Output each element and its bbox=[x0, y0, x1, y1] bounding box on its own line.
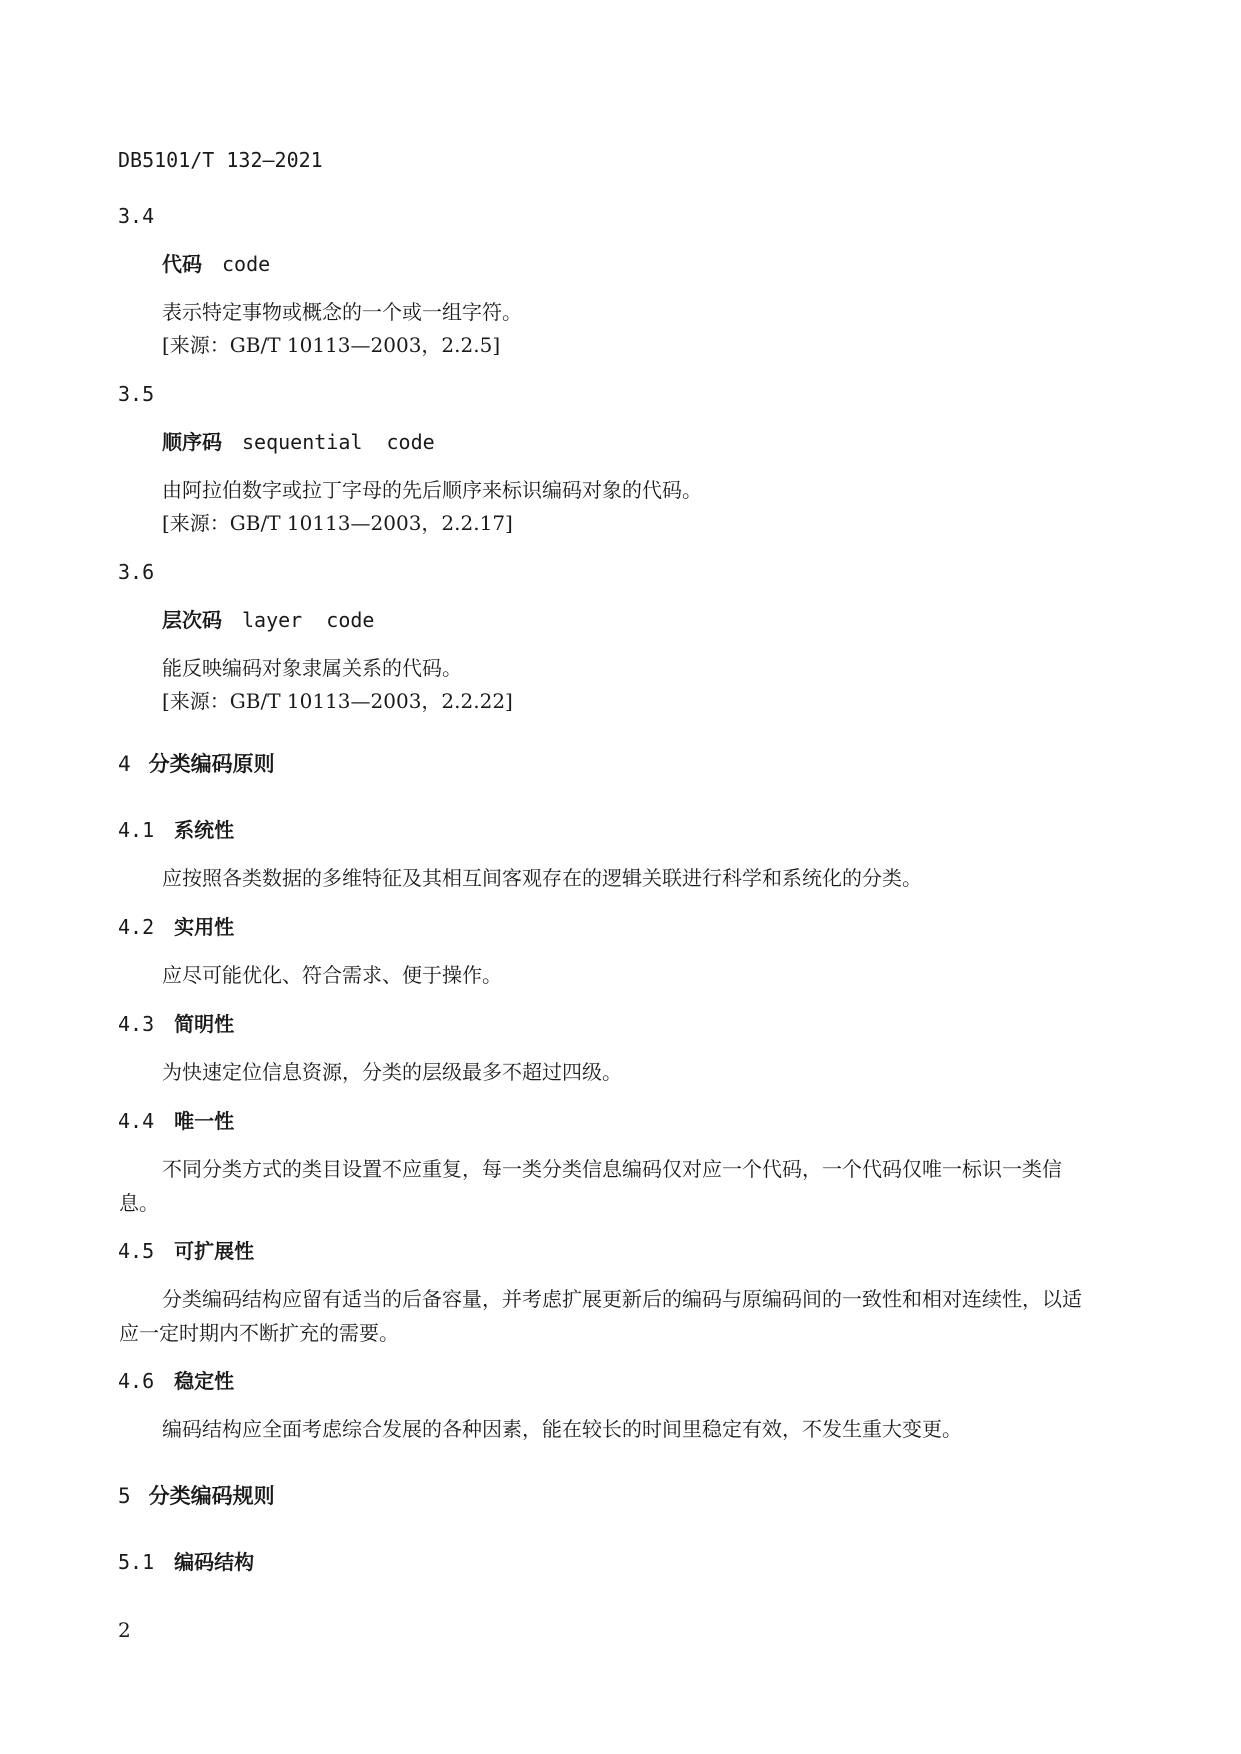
term-definition: 能反映编码对象隶属关系的代码。 bbox=[162, 656, 462, 680]
subsection-title: 系统性 bbox=[174, 818, 235, 842]
subsection-heading bbox=[118, 917, 234, 937]
term-en: code bbox=[222, 252, 271, 276]
subsection-heading bbox=[118, 1111, 234, 1131]
subsection-number: 4.5 bbox=[118, 1239, 155, 1263]
term-heading bbox=[162, 254, 270, 274]
subsection-number: 4.4 bbox=[118, 1109, 155, 1133]
section-title: 分类编码规则 bbox=[148, 1484, 275, 1508]
subsection-heading bbox=[118, 820, 234, 840]
term-zh: 顺序码 bbox=[162, 430, 222, 454]
subsection-title: 可扩展性 bbox=[174, 1239, 255, 1263]
paragraph: 分类编码结构应留有适当的后备容量，并考虑扩展更新后的编码与原编码间的一致性和相对连续性，以适应一定时期内不断扩充的需要。 bbox=[119, 1287, 1082, 1345]
subsection-number: 4.3 bbox=[118, 1012, 155, 1036]
paragraph: 应按照各类数据的多维特征及其相互间客观存在的逻辑关联进行科学和系统化的分类。 bbox=[162, 866, 922, 890]
subsection-heading bbox=[118, 1241, 254, 1261]
subsection-title: 实用性 bbox=[174, 915, 235, 939]
paragraph: 编码结构应全面考虑综合发展的各种因素，能在较长的时间里稳定有效，不发生重大变更。 bbox=[162, 1417, 962, 1441]
term-source: [来源：GB/T 10113—2003，2.2.22] bbox=[162, 689, 513, 713]
term-number: 3.6 bbox=[118, 560, 155, 584]
term-definition: 由阿拉伯数字或拉丁字母的先后顺序来标识编码对象的代码。 bbox=[162, 478, 702, 502]
subsection-heading bbox=[118, 1552, 254, 1572]
paragraph: 不同分类方式的类目设置不应重复，每一类分类信息编码仅对应一个代码，一个代码仅唯一标识一类信息。 bbox=[119, 1157, 1062, 1215]
term-number: 3.5 bbox=[118, 382, 155, 406]
subsection-number: 4.2 bbox=[118, 915, 155, 939]
term-zh: 层次码 bbox=[162, 608, 222, 632]
subsection-title: 简明性 bbox=[174, 1012, 235, 1036]
term-en: sequential code bbox=[242, 430, 435, 454]
term-source: [来源：GB/T 10113—2003，2.2.5] bbox=[162, 333, 501, 357]
term-en: layer code bbox=[242, 608, 375, 632]
subsection-heading bbox=[118, 1371, 234, 1391]
term-heading bbox=[162, 610, 374, 630]
section-number: 4 bbox=[118, 752, 131, 776]
paragraph: 应尽可能优化、符合需求、便于操作。 bbox=[162, 963, 502, 987]
term-source: [来源：GB/T 10113—2003，2.2.17] bbox=[162, 511, 513, 535]
subsection-number: 4.1 bbox=[118, 818, 155, 842]
paragraph: 为快速定位信息资源，分类的层级最多不超过四级。 bbox=[162, 1060, 622, 1084]
subsection-title: 唯一性 bbox=[174, 1109, 235, 1133]
page-number: 2 bbox=[118, 1618, 131, 1642]
term-number: 3.4 bbox=[118, 204, 155, 228]
section-number: 5 bbox=[118, 1484, 131, 1508]
term-heading bbox=[162, 432, 435, 452]
subsection-title: 编码结构 bbox=[174, 1550, 255, 1574]
document-code: DB5101/T 132—2021 bbox=[118, 148, 323, 172]
section-heading bbox=[118, 1486, 275, 1507]
term-zh: 代码 bbox=[162, 252, 202, 276]
subsection-number: 5.1 bbox=[118, 1550, 155, 1574]
section-title: 分类编码原则 bbox=[148, 752, 275, 776]
term-definition: 表示特定事物或概念的一个或一组字符。 bbox=[162, 300, 522, 324]
subsection-heading bbox=[118, 1014, 234, 1034]
subsection-number: 4.6 bbox=[118, 1369, 155, 1393]
subsection-title: 稳定性 bbox=[174, 1369, 235, 1393]
section-heading bbox=[118, 754, 275, 775]
